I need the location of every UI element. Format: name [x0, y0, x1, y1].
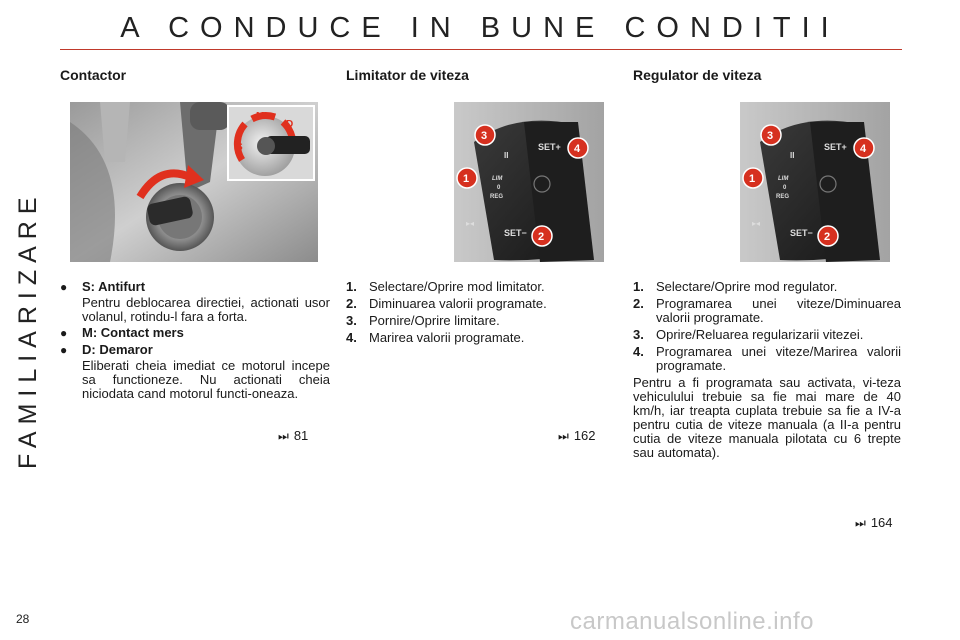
item-text: Programarea unei viteze/Marirea valorii programate.: [656, 344, 901, 373]
item-text: Marirea valorii programate.: [369, 330, 525, 345]
regulator-list: [633, 280, 901, 470]
item-number: 2.: [346, 296, 357, 311]
page-reference-icon: ⏭: [855, 516, 866, 530]
pause-button-label: II: [790, 151, 795, 160]
bullet-icon: ●: [60, 326, 68, 340]
lim-label: LIM: [778, 176, 789, 182]
contactor-list: [60, 280, 330, 450]
set-plus-button-label: SET+: [538, 142, 561, 152]
callout-2: 2: [538, 231, 545, 243]
item-text: Selectare/Oprire mod regulator.: [656, 279, 838, 294]
callout-3: 3: [481, 130, 488, 142]
page-reference[interactable]: [558, 428, 596, 444]
item-label: M: Contact mers: [82, 325, 184, 340]
position-d-label: D: [286, 119, 294, 130]
page-reference-icon: ⏭: [558, 429, 569, 443]
pause-button-label: II: [504, 151, 509, 160]
svg-text:▸◂: ▸◂: [752, 219, 761, 228]
zero-label: 0: [497, 185, 501, 191]
page-reference[interactable]: [278, 428, 308, 444]
reference-page-number: 81: [293, 428, 309, 443]
item-text: Pornire/Oprire limitare.: [369, 313, 500, 328]
callout-2: 2: [824, 231, 831, 243]
item-number: 2.: [633, 296, 644, 311]
speed-limiter-controls-image: [454, 102, 604, 262]
regulator-note: Pentru a fi programata sau activata, vi-teza vehiculului trebuie sa fie mai mare de 40 km/h, iar treapta cuplata trebuie sa fie a IV-a pentru cutia de viteze manuala (a II-a pentru cutia de viteze manuala pilotata cu 6 trepte sau automata).: [633, 375, 901, 460]
zero-label: 0: [783, 185, 787, 191]
item-number: 4.: [346, 330, 357, 345]
callout-1: 1: [463, 173, 470, 185]
set-minus-button-label: SET−: [790, 228, 813, 238]
limitator-heading: Limitator de viteza: [346, 67, 469, 83]
position-s-label: S: [236, 142, 243, 153]
item-label: D: Demaror: [82, 342, 153, 357]
item-number: 3.: [346, 313, 357, 328]
page-reference-icon: ⏭: [278, 429, 289, 443]
callout-4: 4: [574, 143, 581, 155]
bullet-icon: ●: [60, 343, 68, 357]
callout-1: 1: [749, 173, 756, 185]
reg-label: REG: [490, 194, 504, 200]
item-text: Selectare/Oprire mod limitator.: [369, 279, 545, 294]
reference-page-number: 162: [573, 428, 596, 443]
title-divider: [60, 49, 902, 50]
item-text: Oprire/Reluarea regularizarii vitezei.: [656, 327, 864, 342]
regulator-heading: Regulator de viteza: [633, 67, 762, 83]
bullet-icon: ●: [60, 280, 68, 294]
item-text: Diminuarea valorii programate.: [369, 296, 547, 311]
contactor-heading: Contactor: [60, 67, 127, 83]
limitator-list: [346, 280, 614, 360]
svg-text:▸◂: ▸◂: [466, 219, 475, 228]
item-text: Programarea unei viteze/Diminuarea valorii programate.: [656, 296, 901, 325]
page-title: A CONDUCE IN BUNE CONDITII: [120, 12, 840, 44]
page-reference[interactable]: [855, 515, 893, 531]
watermark: carmanualsonline.info: [570, 608, 814, 635]
ignition-switch-image: [70, 102, 318, 262]
page-number: 28: [16, 612, 30, 626]
reg-label: REG: [776, 194, 790, 200]
item-number: 4.: [633, 344, 644, 359]
item-description: Eliberati cheia imediat ce motorul incepe sa functioneze. Nu actionati cheia niciodata cand motorul functi-oneaza.: [82, 358, 330, 401]
callout-4: 4: [860, 143, 867, 155]
cruise-control-controls-image: [740, 102, 890, 262]
item-description: Pentru deblocarea directiei, actionati usor volanul, rotindu-l fara a forta.: [82, 295, 330, 324]
lim-label: LIM: [492, 176, 503, 182]
reference-page-number: 164: [870, 515, 893, 530]
position-m-label: M: [256, 111, 265, 122]
item-number: 3.: [633, 327, 644, 342]
item-number: 1.: [633, 279, 644, 294]
set-minus-button-label: SET−: [504, 228, 527, 238]
set-plus-button-label: SET+: [824, 142, 847, 152]
item-label: S: Antifurt: [82, 279, 146, 294]
item-number: 1.: [346, 279, 357, 294]
side-tab-label: FAMILIARIZARE: [14, 190, 42, 470]
callout-3: 3: [767, 130, 774, 142]
